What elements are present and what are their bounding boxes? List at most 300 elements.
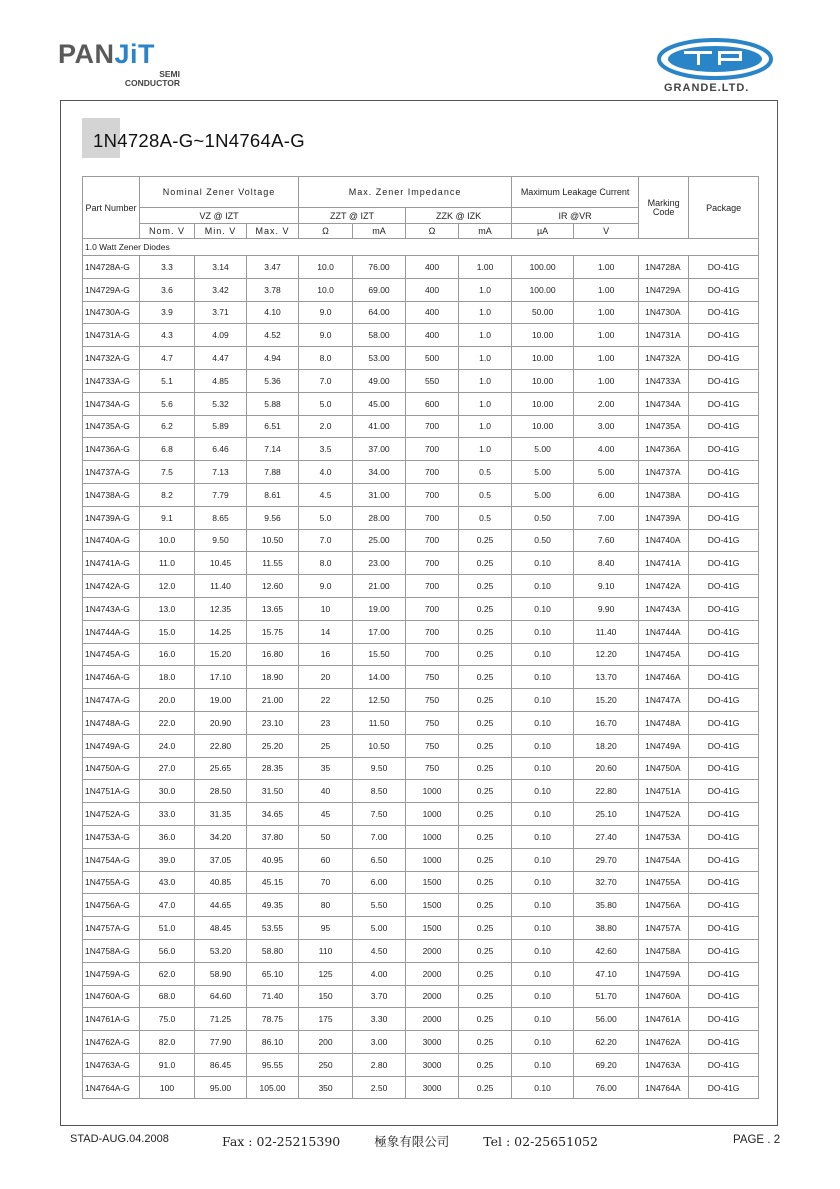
cell-nom-v: 82.0 bbox=[140, 1031, 195, 1054]
cell-package: DO-41G bbox=[689, 780, 759, 803]
cell-vr-v: 25.10 bbox=[574, 803, 639, 826]
cell-min-v: 12.35 bbox=[195, 597, 247, 620]
table-row bbox=[83, 392, 759, 415]
cell-nom-v: 22.0 bbox=[140, 711, 195, 734]
cell-min-v: 37.05 bbox=[195, 848, 247, 871]
cell-zzk-ohm: 2000 bbox=[406, 985, 459, 1008]
cell-package: DO-41G bbox=[689, 369, 759, 392]
cell-min-v: 19.00 bbox=[195, 689, 247, 712]
cell-zzt-ohm: 4.0 bbox=[299, 461, 353, 484]
cell-nom-v: 4.3 bbox=[140, 324, 195, 347]
cell-zzk-ma: 0.25 bbox=[459, 1053, 512, 1076]
panjit-wordmark-pan: PAN bbox=[58, 39, 115, 69]
cell-ir-ua: 100.00 bbox=[512, 256, 574, 279]
cell-max-v: 12.60 bbox=[247, 575, 299, 598]
cell-zzt-ohm: 10.0 bbox=[299, 256, 353, 279]
cell-zzt-ohm: 4.5 bbox=[299, 483, 353, 506]
cell-min-v: 53.20 bbox=[195, 939, 247, 962]
table-row bbox=[83, 962, 759, 985]
cell-min-v: 4.47 bbox=[195, 347, 247, 370]
cell-marking-code: 1N4732A bbox=[639, 347, 689, 370]
cell-min-v: 71.25 bbox=[195, 1008, 247, 1031]
cell-marking-code: 1N4744A bbox=[639, 620, 689, 643]
table-row bbox=[83, 734, 759, 757]
footer-doc-code: STAD-AUG.04.2008 bbox=[70, 1133, 169, 1145]
cell-zzk-ma: 1.0 bbox=[459, 438, 512, 461]
cell-max-v: 5.88 bbox=[247, 392, 299, 415]
cell-nom-v: 9.1 bbox=[140, 506, 195, 529]
table-row bbox=[83, 552, 759, 575]
panjit-logo bbox=[58, 38, 188, 90]
cell-part-number: 1N4758A-G bbox=[83, 939, 140, 962]
table-row bbox=[83, 871, 759, 894]
cell-vr-v: 1.00 bbox=[574, 301, 639, 324]
cell-zzt-ma: 76.00 bbox=[353, 256, 406, 279]
table-row bbox=[83, 415, 759, 438]
cell-zzk-ohm: 1000 bbox=[406, 803, 459, 826]
cell-min-v: 77.90 bbox=[195, 1031, 247, 1054]
group-label: 1.0 Watt Zener Diodes bbox=[83, 239, 759, 256]
cell-nom-v: 8.2 bbox=[140, 483, 195, 506]
cell-vr-v: 29.70 bbox=[574, 848, 639, 871]
cell-nom-v: 100 bbox=[140, 1076, 195, 1099]
cell-zzt-ohm: 200 bbox=[299, 1031, 353, 1054]
panjit-wordmark bbox=[58, 40, 155, 68]
header-nom-v: Nom. V bbox=[140, 224, 195, 239]
cell-vr-v: 1.00 bbox=[574, 369, 639, 392]
cell-zzk-ma: 0.25 bbox=[459, 552, 512, 575]
cell-nom-v: 16.0 bbox=[140, 643, 195, 666]
table-row bbox=[83, 324, 759, 347]
cell-package: DO-41G bbox=[689, 757, 759, 780]
cell-max-v: 8.61 bbox=[247, 483, 299, 506]
cell-zzk-ohm: 1500 bbox=[406, 894, 459, 917]
cell-zzk-ma: 0.25 bbox=[459, 575, 512, 598]
cell-ir-ua: 0.50 bbox=[512, 529, 574, 552]
cell-part-number: 1N4736A-G bbox=[83, 438, 140, 461]
cell-zzk-ohm: 700 bbox=[406, 620, 459, 643]
cell-zzk-ma: 0.5 bbox=[459, 483, 512, 506]
cell-zzk-ma: 0.25 bbox=[459, 917, 512, 940]
cell-vr-v: 6.00 bbox=[574, 483, 639, 506]
cell-package: DO-41G bbox=[689, 575, 759, 598]
cell-package: DO-41G bbox=[689, 666, 759, 689]
cell-ir-ua: 10.00 bbox=[512, 324, 574, 347]
cell-zzt-ohm: 35 bbox=[299, 757, 353, 780]
cell-ir-ua: 10.00 bbox=[512, 415, 574, 438]
cell-part-number: 1N4762A-G bbox=[83, 1031, 140, 1054]
table-row bbox=[83, 1076, 759, 1099]
header-zener-impedance: Max. Zener Impedance bbox=[299, 177, 512, 208]
cell-marking-code: 1N4749A bbox=[639, 734, 689, 757]
cell-min-v: 58.90 bbox=[195, 962, 247, 985]
cell-marking-code: 1N4738A bbox=[639, 483, 689, 506]
table-row bbox=[83, 256, 759, 279]
cell-marking-code: 1N4763A bbox=[639, 1053, 689, 1076]
footer-company: 極象有限公司 bbox=[374, 1134, 450, 1149]
cell-max-v: 86.10 bbox=[247, 1031, 299, 1054]
cell-zzt-ohm: 20 bbox=[299, 666, 353, 689]
cell-zzk-ohm: 700 bbox=[406, 643, 459, 666]
cell-max-v: 13.65 bbox=[247, 597, 299, 620]
header-zzt-ohm: Ω bbox=[299, 224, 353, 239]
cell-part-number: 1N4757A-G bbox=[83, 917, 140, 940]
cell-ir-ua: 0.10 bbox=[512, 597, 574, 620]
cell-zzt-ohm: 9.0 bbox=[299, 324, 353, 347]
cell-vr-v: 76.00 bbox=[574, 1076, 639, 1099]
cell-part-number: 1N4732A-G bbox=[83, 347, 140, 370]
table-row bbox=[83, 643, 759, 666]
cell-min-v: 4.85 bbox=[195, 369, 247, 392]
cell-marking-code: 1N4761A bbox=[639, 1008, 689, 1031]
cell-max-v: 95.55 bbox=[247, 1053, 299, 1076]
cell-vr-v: 4.00 bbox=[574, 438, 639, 461]
cell-min-v: 14.25 bbox=[195, 620, 247, 643]
cell-zzk-ma: 0.25 bbox=[459, 962, 512, 985]
footer-fax: Fax : 02-25215390 bbox=[222, 1134, 341, 1149]
cell-zzk-ohm: 700 bbox=[406, 529, 459, 552]
cell-zzk-ma: 0.25 bbox=[459, 871, 512, 894]
cell-nom-v: 20.0 bbox=[140, 689, 195, 712]
cell-vr-v: 2.00 bbox=[574, 392, 639, 415]
cell-package: DO-41G bbox=[689, 278, 759, 301]
cell-zzt-ohm: 8.0 bbox=[299, 347, 353, 370]
cell-max-v: 4.52 bbox=[247, 324, 299, 347]
cell-part-number: 1N4754A-G bbox=[83, 848, 140, 871]
cell-package: DO-41G bbox=[689, 1076, 759, 1099]
cell-zzk-ma: 1.0 bbox=[459, 392, 512, 415]
cell-max-v: 25.20 bbox=[247, 734, 299, 757]
cell-zzt-ma: 8.50 bbox=[353, 780, 406, 803]
cell-min-v: 44.65 bbox=[195, 894, 247, 917]
cell-zzt-ohm: 250 bbox=[299, 1053, 353, 1076]
cell-package: DO-41G bbox=[689, 894, 759, 917]
cell-zzk-ohm: 3000 bbox=[406, 1076, 459, 1099]
cell-zzk-ma: 1.0 bbox=[459, 278, 512, 301]
cell-zzk-ma: 0.25 bbox=[459, 757, 512, 780]
cell-marking-code: 1N4731A bbox=[639, 324, 689, 347]
cell-min-v: 8.65 bbox=[195, 506, 247, 529]
cell-zzt-ohm: 10.0 bbox=[299, 278, 353, 301]
cell-zzt-ohm: 80 bbox=[299, 894, 353, 917]
cell-vr-v: 1.00 bbox=[574, 347, 639, 370]
cell-min-v: 17.10 bbox=[195, 666, 247, 689]
cell-nom-v: 27.0 bbox=[140, 757, 195, 780]
cell-zzt-ma: 64.00 bbox=[353, 301, 406, 324]
document-title: 1N4728A-G~1N4764A-G bbox=[93, 130, 305, 151]
cell-min-v: 3.71 bbox=[195, 301, 247, 324]
cell-zzk-ma: 0.25 bbox=[459, 620, 512, 643]
cell-part-number: 1N4737A-G bbox=[83, 461, 140, 484]
cell-min-v: 4.09 bbox=[195, 324, 247, 347]
cell-max-v: 16.80 bbox=[247, 643, 299, 666]
cell-ir-ua: 10.00 bbox=[512, 369, 574, 392]
table-row bbox=[83, 575, 759, 598]
cell-zzt-ohm: 50 bbox=[299, 825, 353, 848]
cell-marking-code: 1N4737A bbox=[639, 461, 689, 484]
cell-package: DO-41G bbox=[689, 415, 759, 438]
cell-marking-code: 1N4747A bbox=[639, 689, 689, 712]
table-row bbox=[83, 301, 759, 324]
panjit-wordmark-jit: JiT bbox=[114, 39, 156, 69]
cell-max-v: 78.75 bbox=[247, 1008, 299, 1031]
header-zzt-izt: ZZT @ IZT bbox=[299, 208, 406, 224]
table-row bbox=[83, 780, 759, 803]
cell-min-v: 3.14 bbox=[195, 256, 247, 279]
table-row bbox=[83, 1053, 759, 1076]
cell-marking-code: 1N4750A bbox=[639, 757, 689, 780]
cell-zzt-ma: 10.50 bbox=[353, 734, 406, 757]
cell-nom-v: 3.3 bbox=[140, 256, 195, 279]
cell-marking-code: 1N4743A bbox=[639, 597, 689, 620]
cell-nom-v: 10.0 bbox=[140, 529, 195, 552]
cell-marking-code: 1N4735A bbox=[639, 415, 689, 438]
cell-marking-code: 1N4752A bbox=[639, 803, 689, 826]
cell-max-v: 34.65 bbox=[247, 803, 299, 826]
cell-zzt-ma: 14.00 bbox=[353, 666, 406, 689]
footer-tel: Tel : 02-25651052 bbox=[483, 1134, 598, 1149]
cell-package: DO-41G bbox=[689, 1008, 759, 1031]
cell-ir-ua: 0.10 bbox=[512, 643, 574, 666]
cell-part-number: 1N4746A-G bbox=[83, 666, 140, 689]
cell-package: DO-41G bbox=[689, 734, 759, 757]
cell-min-v: 7.79 bbox=[195, 483, 247, 506]
cell-zzk-ma: 0.25 bbox=[459, 894, 512, 917]
table-row bbox=[83, 506, 759, 529]
cell-min-v: 11.40 bbox=[195, 575, 247, 598]
grande-wordmark: GRANDE.LTD. bbox=[664, 82, 750, 94]
cell-part-number: 1N4759A-G bbox=[83, 962, 140, 985]
cell-package: DO-41G bbox=[689, 962, 759, 985]
cell-max-v: 10.50 bbox=[247, 529, 299, 552]
cell-marking-code: 1N4742A bbox=[639, 575, 689, 598]
table-row bbox=[83, 347, 759, 370]
panjit-subtitle-line2: CONDUCTOR bbox=[124, 78, 180, 88]
cell-zzt-ma: 37.00 bbox=[353, 438, 406, 461]
cell-vr-v: 38.80 bbox=[574, 917, 639, 940]
cell-zzt-ohm: 5.0 bbox=[299, 506, 353, 529]
cell-part-number: 1N4743A-G bbox=[83, 597, 140, 620]
cell-ir-ua: 0.10 bbox=[512, 666, 574, 689]
cell-vr-v: 8.40 bbox=[574, 552, 639, 575]
cell-zzk-ma: 0.25 bbox=[459, 939, 512, 962]
cell-package: DO-41G bbox=[689, 506, 759, 529]
header-nominal-voltage: Nominal Zener Voltage bbox=[140, 177, 299, 208]
cell-ir-ua: 0.50 bbox=[512, 506, 574, 529]
cell-package: DO-41G bbox=[689, 301, 759, 324]
header-leakage-current: Maximum Leakage Current bbox=[512, 177, 639, 208]
cell-package: DO-41G bbox=[689, 1031, 759, 1054]
cell-part-number: 1N4729A-G bbox=[83, 278, 140, 301]
cell-part-number: 1N4748A-G bbox=[83, 711, 140, 734]
cell-vr-v: 22.80 bbox=[574, 780, 639, 803]
cell-part-number: 1N4745A-G bbox=[83, 643, 140, 666]
cell-package: DO-41G bbox=[689, 529, 759, 552]
header-zzt-ma: mA bbox=[353, 224, 406, 239]
cell-ir-ua: 0.10 bbox=[512, 917, 574, 940]
cell-zzt-ma: 17.00 bbox=[353, 620, 406, 643]
cell-nom-v: 68.0 bbox=[140, 985, 195, 1008]
table-row bbox=[83, 917, 759, 940]
cell-zzt-ma: 21.00 bbox=[353, 575, 406, 598]
cell-zzt-ma: 53.00 bbox=[353, 347, 406, 370]
cell-zzt-ma: 23.00 bbox=[353, 552, 406, 575]
cell-marking-code: 1N4764A bbox=[639, 1076, 689, 1099]
cell-min-v: 34.20 bbox=[195, 825, 247, 848]
cell-package: DO-41G bbox=[689, 825, 759, 848]
cell-zzk-ma: 0.25 bbox=[459, 780, 512, 803]
cell-marking-code: 1N4760A bbox=[639, 985, 689, 1008]
cell-nom-v: 5.1 bbox=[140, 369, 195, 392]
table-row bbox=[83, 757, 759, 780]
cell-zzk-ma: 0.25 bbox=[459, 711, 512, 734]
cell-min-v: 95.00 bbox=[195, 1076, 247, 1099]
cell-min-v: 10.45 bbox=[195, 552, 247, 575]
cell-marking-code: 1N4758A bbox=[639, 939, 689, 962]
cell-zzk-ma: 1.0 bbox=[459, 301, 512, 324]
cell-nom-v: 6.8 bbox=[140, 438, 195, 461]
cell-zzt-ma: 12.50 bbox=[353, 689, 406, 712]
cell-part-number: 1N4751A-G bbox=[83, 780, 140, 803]
cell-zzk-ohm: 1000 bbox=[406, 825, 459, 848]
cell-vr-v: 12.20 bbox=[574, 643, 639, 666]
cell-ir-ua: 100.00 bbox=[512, 278, 574, 301]
table-row bbox=[83, 620, 759, 643]
cell-vr-v: 56.00 bbox=[574, 1008, 639, 1031]
cell-min-v: 15.20 bbox=[195, 643, 247, 666]
cell-zzt-ohm: 125 bbox=[299, 962, 353, 985]
cell-zzk-ma: 0.5 bbox=[459, 461, 512, 484]
cell-zzk-ma: 0.25 bbox=[459, 803, 512, 826]
cell-vr-v: 18.20 bbox=[574, 734, 639, 757]
cell-zzk-ohm: 1500 bbox=[406, 917, 459, 940]
cell-part-number: 1N4744A-G bbox=[83, 620, 140, 643]
cell-max-v: 28.35 bbox=[247, 757, 299, 780]
cell-zzt-ma: 3.70 bbox=[353, 985, 406, 1008]
header-zzk-ohm: Ω bbox=[406, 224, 459, 239]
cell-vr-v: 42.60 bbox=[574, 939, 639, 962]
cell-vr-v: 62.20 bbox=[574, 1031, 639, 1054]
cell-zzk-ma: 0.25 bbox=[459, 666, 512, 689]
cell-part-number: 1N4728A-G bbox=[83, 256, 140, 279]
cell-zzt-ma: 49.00 bbox=[353, 369, 406, 392]
cell-package: DO-41G bbox=[689, 483, 759, 506]
cell-package: DO-41G bbox=[689, 985, 759, 1008]
cell-zzk-ohm: 700 bbox=[406, 575, 459, 598]
cell-zzk-ohm: 1500 bbox=[406, 871, 459, 894]
header-vr-v: V bbox=[574, 224, 639, 239]
cell-zzk-ohm: 2000 bbox=[406, 962, 459, 985]
cell-zzt-ma: 28.00 bbox=[353, 506, 406, 529]
table-row bbox=[83, 1008, 759, 1031]
cell-zzk-ohm: 750 bbox=[406, 689, 459, 712]
cell-ir-ua: 0.10 bbox=[512, 734, 574, 757]
cell-zzt-ma: 19.00 bbox=[353, 597, 406, 620]
cell-max-v: 40.95 bbox=[247, 848, 299, 871]
cell-zzk-ma: 1.0 bbox=[459, 415, 512, 438]
cell-nom-v: 5.6 bbox=[140, 392, 195, 415]
cell-part-number: 1N4730A-G bbox=[83, 301, 140, 324]
cell-package: DO-41G bbox=[689, 917, 759, 940]
cell-part-number: 1N4761A-G bbox=[83, 1008, 140, 1031]
header-part-number: Part Number bbox=[83, 177, 140, 239]
header-min-v: Min. V bbox=[195, 224, 247, 239]
cell-zzk-ohm: 400 bbox=[406, 324, 459, 347]
cell-max-v: 3.78 bbox=[247, 278, 299, 301]
cell-zzt-ohm: 2.0 bbox=[299, 415, 353, 438]
grande-logo bbox=[656, 38, 780, 98]
cell-ir-ua: 0.10 bbox=[512, 552, 574, 575]
table-row bbox=[83, 278, 759, 301]
cell-ir-ua: 0.10 bbox=[512, 620, 574, 643]
cell-zzt-ohm: 150 bbox=[299, 985, 353, 1008]
cell-vr-v: 35.80 bbox=[574, 894, 639, 917]
cell-zzk-ma: 0.25 bbox=[459, 643, 512, 666]
cell-min-v: 40.85 bbox=[195, 871, 247, 894]
cell-max-v: 71.40 bbox=[247, 985, 299, 1008]
cell-marking-code: 1N4754A bbox=[639, 848, 689, 871]
cell-package: DO-41G bbox=[689, 438, 759, 461]
cell-zzk-ohm: 400 bbox=[406, 256, 459, 279]
cell-zzt-ma: 6.00 bbox=[353, 871, 406, 894]
cell-zzk-ohm: 500 bbox=[406, 347, 459, 370]
cell-zzk-ohm: 3000 bbox=[406, 1031, 459, 1054]
cell-zzt-ma: 45.00 bbox=[353, 392, 406, 415]
cell-min-v: 5.32 bbox=[195, 392, 247, 415]
cell-zzk-ohm: 750 bbox=[406, 666, 459, 689]
cell-ir-ua: 0.10 bbox=[512, 757, 574, 780]
zener-spec-table bbox=[82, 176, 759, 1099]
cell-nom-v: 75.0 bbox=[140, 1008, 195, 1031]
cell-min-v: 31.35 bbox=[195, 803, 247, 826]
cell-nom-v: 11.0 bbox=[140, 552, 195, 575]
cell-marking-code: 1N4740A bbox=[639, 529, 689, 552]
cell-max-v: 6.51 bbox=[247, 415, 299, 438]
cell-package: DO-41G bbox=[689, 552, 759, 575]
cell-package: DO-41G bbox=[689, 643, 759, 666]
cell-part-number: 1N4753A-G bbox=[83, 825, 140, 848]
cell-zzk-ohm: 400 bbox=[406, 278, 459, 301]
cell-vr-v: 9.10 bbox=[574, 575, 639, 598]
cell-zzk-ma: 0.25 bbox=[459, 597, 512, 620]
cell-nom-v: 62.0 bbox=[140, 962, 195, 985]
cell-package: DO-41G bbox=[689, 711, 759, 734]
cell-zzt-ma: 7.50 bbox=[353, 803, 406, 826]
cell-part-number: 1N4742A-G bbox=[83, 575, 140, 598]
cell-zzt-ma: 2.80 bbox=[353, 1053, 406, 1076]
cell-nom-v: 18.0 bbox=[140, 666, 195, 689]
cell-zzt-ma: 25.00 bbox=[353, 529, 406, 552]
cell-zzk-ohm: 2000 bbox=[406, 939, 459, 962]
cell-min-v: 5.89 bbox=[195, 415, 247, 438]
cell-ir-ua: 0.10 bbox=[512, 871, 574, 894]
footer-page-number: PAGE . 2 bbox=[733, 1134, 781, 1146]
cell-ir-ua: 0.10 bbox=[512, 575, 574, 598]
cell-zzk-ma: 0.25 bbox=[459, 825, 512, 848]
cell-zzt-ma: 58.00 bbox=[353, 324, 406, 347]
cell-zzk-ohm: 700 bbox=[406, 597, 459, 620]
table-row bbox=[83, 939, 759, 962]
cell-package: DO-41G bbox=[689, 347, 759, 370]
cell-zzk-ma: 0.5 bbox=[459, 506, 512, 529]
cell-package: DO-41G bbox=[689, 871, 759, 894]
cell-zzt-ma: 2.50 bbox=[353, 1076, 406, 1099]
cell-package: DO-41G bbox=[689, 620, 759, 643]
cell-nom-v: 3.9 bbox=[140, 301, 195, 324]
cell-marking-code: 1N4734A bbox=[639, 392, 689, 415]
cell-ir-ua: 0.10 bbox=[512, 1008, 574, 1031]
header-package: Package bbox=[689, 177, 759, 239]
